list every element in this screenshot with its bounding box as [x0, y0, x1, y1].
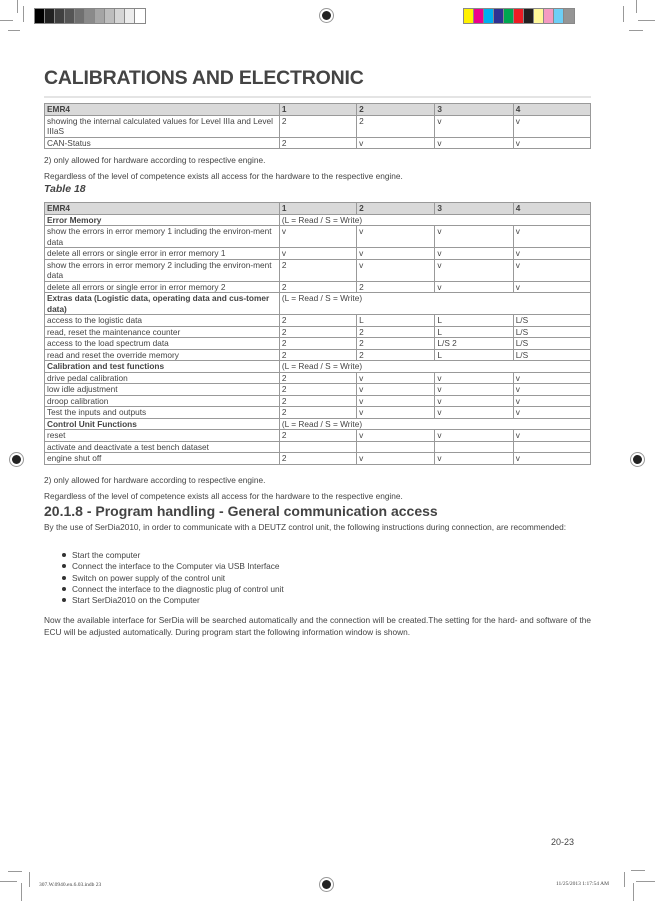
table-cell: delete all errors or single error in error memory 2: [45, 281, 280, 293]
table-cell: [279, 441, 356, 453]
section-title: Extras data (Logistic data, operating data and cus-tomer data): [45, 293, 280, 315]
table-row: [45, 372, 591, 384]
crop-mark: [636, 0, 637, 13]
table-cell: L: [357, 315, 435, 327]
connection-steps-list: [62, 550, 284, 606]
crop-mark: [638, 20, 655, 21]
note-text: Regardless of the level of competence exists all access for the hardware to the respective engine.: [44, 491, 403, 501]
table-cell: L: [435, 326, 513, 338]
color-swatch: [524, 9, 534, 23]
column-header: 4: [513, 104, 590, 116]
table-cell: 2: [357, 349, 435, 361]
footnote: 2) only allowed for hardware according to respective engine.: [44, 155, 266, 165]
table-cell: activate and deactivate a test bench dataset: [45, 441, 280, 453]
section-title: Error Memory: [45, 214, 280, 226]
table-cell: access to the logistic data: [45, 315, 280, 327]
table-cell: 2: [279, 326, 356, 338]
crop-mark: [631, 870, 645, 871]
table-cell: v: [357, 137, 435, 149]
table-cell: v: [435, 372, 513, 384]
column-header: EMR4: [45, 203, 280, 215]
table-header-row: [45, 104, 591, 116]
gray-swatch: [95, 9, 105, 23]
gray-swatch: [125, 9, 135, 23]
table-row: [45, 115, 591, 137]
color-swatch: [514, 9, 524, 23]
slug-timestamp: 11/25/2013 1:17:54 AM: [556, 881, 609, 887]
list-item: Connect the interface to the Computer via USB Interface: [62, 561, 284, 572]
section-heading: 20.1.8 - Program handling - General communication access: [44, 503, 438, 519]
gray-swatch: [35, 9, 45, 23]
color-swatch: [474, 9, 484, 23]
table-cell: 2: [279, 384, 356, 396]
crop-mark: [0, 881, 17, 882]
table-row: [45, 248, 591, 260]
table-cell: show the errors in error memory 2 including the environ-ment data: [45, 259, 280, 281]
table-cell: show the errors in error memory 1 including the environ-ment data: [45, 226, 280, 248]
table-cell: v: [435, 384, 513, 396]
crop-mark: [29, 872, 30, 887]
page-number: 20-23: [551, 837, 575, 847]
color-swatch: [564, 9, 574, 23]
gray-swatch: [75, 9, 85, 23]
section-legend: (L = Read / S = Write): [279, 418, 590, 430]
table-cell: delete all errors or single error in error memory 1: [45, 248, 280, 260]
table-cell: 2: [279, 430, 356, 442]
column-header: EMR4: [45, 104, 280, 116]
table-cell: L/S 2: [435, 338, 513, 350]
note-text: Regardless of the level of competence exists all access for the hardware to the respective engine.: [44, 171, 403, 181]
table-cell: v: [279, 248, 356, 260]
crop-mark: [21, 883, 22, 901]
table-cell: v: [513, 453, 590, 465]
section-title: Calibration and test functions: [45, 361, 280, 373]
table-row: [45, 453, 591, 465]
table-cell: v: [435, 453, 513, 465]
table-cell: v: [357, 395, 435, 407]
crop-mark: [8, 871, 22, 872]
table-cell: v: [357, 259, 435, 281]
table-cell: access to the load spectrum data: [45, 338, 280, 350]
section-title: Control Unit Functions: [45, 418, 280, 430]
gray-swatch: [105, 9, 115, 23]
table-cell: engine shut off: [45, 453, 280, 465]
outro-paragraph: Now the available interface for SerDia will be searched automatically and the connection will be created.The setting for the hard- and software of the ECU will be adjusted automatically. During program start the following information window is shown.: [44, 615, 591, 637]
table-cell: v: [357, 407, 435, 419]
crop-mark: [17, 0, 18, 13]
table-cell: read, reset the maintenance counter: [45, 326, 280, 338]
column-header: 4: [513, 203, 590, 215]
crop-mark: [636, 881, 655, 882]
registration-mark-icon: [322, 880, 331, 889]
color-swatch: [504, 9, 514, 23]
gray-swatch: [85, 9, 95, 23]
table-cell: v: [279, 226, 356, 248]
column-header: 3: [435, 104, 513, 116]
table-cell: 2: [279, 453, 356, 465]
crop-mark: [23, 6, 24, 22]
table-cell: v: [435, 430, 513, 442]
registration-mark-icon: [12, 455, 21, 464]
registration-mark-icon: [322, 11, 331, 20]
table-cell: L: [435, 349, 513, 361]
table-row: [45, 326, 591, 338]
color-swatch: [464, 9, 474, 23]
table-cell: v: [435, 281, 513, 293]
table-cell: [513, 441, 590, 453]
table-cell: reset: [45, 430, 280, 442]
section-row: [45, 214, 591, 226]
crop-mark: [633, 883, 634, 901]
table-cell: v: [435, 115, 513, 137]
table-cell: v: [357, 430, 435, 442]
section-legend: (L = Read / S = Write): [279, 361, 590, 373]
registration-mark-icon: [633, 455, 642, 464]
section-legend: (L = Read / S = Write): [279, 293, 590, 315]
table-cell: L: [435, 315, 513, 327]
table-cell: v: [435, 395, 513, 407]
table-row: [45, 407, 591, 419]
color-swatch: [544, 9, 554, 23]
page-title: CALIBRATIONS AND ELECTRONIC: [44, 67, 364, 89]
table-cell: v: [513, 395, 590, 407]
table-cell: v: [435, 137, 513, 149]
table-cell: showing the internal calculated values for Level IIIa and Level IIIaS: [45, 115, 280, 137]
table-cell: v: [513, 137, 590, 149]
table-row: [45, 395, 591, 407]
section-legend: (L = Read / S = Write): [279, 214, 590, 226]
table-cell: read and reset the override memory: [45, 349, 280, 361]
crop-mark: [629, 30, 643, 31]
table-cell: L/S: [513, 349, 590, 361]
table-cell: drive pedal calibration: [45, 372, 280, 384]
gray-swatch: [45, 9, 55, 23]
slug-filename: 307.W.0940.en.6.03.indb 23: [39, 882, 102, 888]
gray-swatch: [65, 9, 75, 23]
table-cell: v: [435, 259, 513, 281]
gray-swatch: [135, 9, 145, 23]
column-header: 3: [435, 203, 513, 215]
intro-paragraph: By the use of SerDia2010, in order to communicate with a DEUTZ control unit, the following instructions during connection, are recommended:: [44, 522, 567, 532]
table-cell: v: [357, 453, 435, 465]
table-cell: 2: [357, 326, 435, 338]
crop-mark: [624, 872, 625, 887]
grayscale-calibration-bar: [34, 8, 146, 24]
crop-mark: [623, 6, 624, 22]
table-row: [45, 349, 591, 361]
table-cell: 2: [279, 338, 356, 350]
table-cell: v: [435, 407, 513, 419]
table-cell: 2: [357, 115, 435, 137]
table-row: [45, 315, 591, 327]
column-header: 2: [357, 203, 435, 215]
table-cell: [357, 441, 435, 453]
table-cell: 2: [357, 281, 435, 293]
table-cell: Test the inputs and outputs: [45, 407, 280, 419]
table-cell: CAN-Status: [45, 137, 280, 149]
table-caption: Table 18: [44, 183, 86, 195]
column-header: 1: [279, 104, 356, 116]
table-row: [45, 338, 591, 350]
access-table-18: [44, 202, 591, 465]
section-row: [45, 418, 591, 430]
column-header: 1: [279, 203, 356, 215]
table-header-row: [45, 203, 591, 215]
table-cell: [435, 441, 513, 453]
gray-swatch: [55, 9, 65, 23]
table-cell: v: [357, 226, 435, 248]
column-header: 2: [357, 104, 435, 116]
table-cell: 2: [279, 315, 356, 327]
table-cell: v: [357, 248, 435, 260]
table-cell: L/S: [513, 338, 590, 350]
crop-mark: [8, 30, 20, 31]
table-cell: v: [357, 384, 435, 396]
table-cell: v: [435, 226, 513, 248]
table-cell: 2: [279, 407, 356, 419]
table-row: [45, 430, 591, 442]
color-swatch: [534, 9, 544, 23]
table-cell: v: [513, 281, 590, 293]
table-cell: 2: [279, 259, 356, 281]
table-cell: v: [513, 384, 590, 396]
color-swatch: [484, 9, 494, 23]
table-cell: 2: [279, 372, 356, 384]
table-cell: 2: [279, 281, 356, 293]
table-cell: 2: [279, 137, 356, 149]
table-row: [45, 384, 591, 396]
table-cell: L/S: [513, 326, 590, 338]
table-cell: 2: [357, 338, 435, 350]
color-calibration-bar: [463, 8, 575, 24]
list-item: Connect the interface to the diagnostic plug of control unit: [62, 584, 284, 595]
table-cell: v: [513, 259, 590, 281]
table-row: [45, 441, 591, 453]
table-cell: v: [513, 407, 590, 419]
section-row: [45, 361, 591, 373]
table-row: [45, 137, 591, 149]
table-cell: v: [357, 372, 435, 384]
table-cell: v: [513, 226, 590, 248]
table-cell: v: [513, 430, 590, 442]
table-cell: L/S: [513, 315, 590, 327]
list-item: Start SerDia2010 on the Computer: [62, 595, 284, 606]
table-row: [45, 226, 591, 248]
color-swatch: [554, 9, 564, 23]
table-cell: v: [513, 372, 590, 384]
gray-swatch: [115, 9, 125, 23]
footnote: 2) only allowed for hardware according to respective engine.: [44, 475, 266, 485]
section-row: [45, 293, 591, 315]
table-cell: 2: [279, 395, 356, 407]
table-row: [45, 259, 591, 281]
table-row: [45, 281, 591, 293]
access-table-continued: [44, 103, 591, 149]
color-swatch: [494, 9, 504, 23]
table-cell: v: [513, 248, 590, 260]
list-item: Switch on power supply of the control unit: [62, 573, 284, 584]
table-cell: v: [435, 248, 513, 260]
list-item: Start the computer: [62, 550, 284, 561]
table-cell: 2: [279, 349, 356, 361]
table-cell: v: [513, 115, 590, 137]
title-divider: [44, 96, 591, 98]
table-cell: 2: [279, 115, 356, 137]
crop-mark: [0, 20, 13, 21]
table-cell: low idle adjustment: [45, 384, 280, 396]
table-cell: droop calibration: [45, 395, 280, 407]
